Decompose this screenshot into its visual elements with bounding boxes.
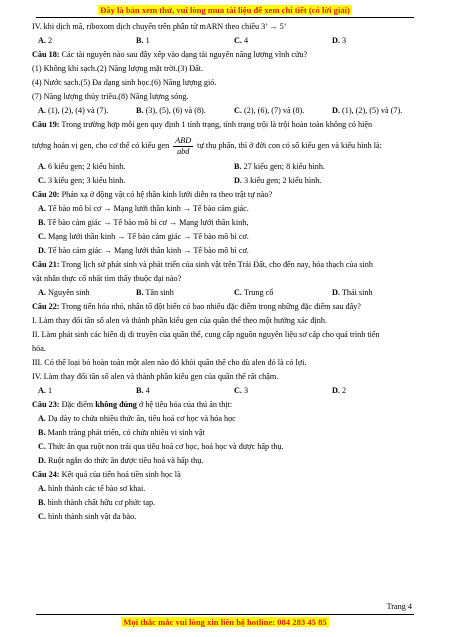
q22-statement: hóa. bbox=[32, 344, 46, 353]
q23-option-b: B. Manh tràng phát triển, có chứa nhiều vi sinh vật bbox=[38, 428, 205, 437]
q20-stem: Câu 20: Phản xạ ở động vật có hệ thần kinh lưới diễn ra theo trật tự nào? bbox=[32, 190, 273, 199]
q21-stem-line2: vật nhân thực cổ nhất tìm thấy thuộc đại nào? bbox=[32, 274, 182, 283]
q18-stem: Câu 18: Các tài nguyên nào sau đây xếp vào dạng tài nguyên năng lượng vĩnh cửu? bbox=[32, 50, 308, 59]
q22-statement: III. Có thể loại bỏ hoàn toàn một alen nào đó khỏi quần thể cho dù alen đó là có lợi. bbox=[32, 358, 307, 367]
page-number: Trang 4 bbox=[386, 602, 412, 611]
q19-option-c: C. 3 kiểu gen; 3 kiểu hình. bbox=[38, 176, 126, 185]
q18-item: (4) Nước sạch.(5) Đa dạng sinh học.(6) Năng lượng gió. bbox=[32, 78, 217, 87]
q19-options-row1 bbox=[32, 160, 424, 174]
footer-divider bbox=[36, 614, 414, 615]
q20-option-d: D. Tế bào cảm giác → Mạng lưới thần kinh → Tế bào mô bì cơ. bbox=[38, 246, 249, 255]
q18-option-a: A. (1), (2), (4) và (7). bbox=[38, 106, 109, 115]
q21-option-a: A. Nguyên sinh bbox=[38, 288, 90, 297]
q24-option-c: C. hình thành sinh vật đa bào. bbox=[38, 512, 137, 521]
header-divider bbox=[36, 17, 414, 18]
q18-option-c: C. (2), (6), (7) và (8). bbox=[234, 106, 305, 115]
q22-stem: Câu 22: Trong tiến hóa nhỏ, nhân tố đột biến có bao nhiêu đặc điểm trong những đặc điểm sau đây? bbox=[32, 302, 361, 311]
q18-item: (1) Không khí sạch.(2) Năng lượng mặt trời.(3) Đất. bbox=[32, 64, 204, 73]
q22-options bbox=[32, 384, 424, 398]
q23-option-d: D. Ruột ngắn do thức ăn được tiêu hoá và hấp thụ. bbox=[38, 456, 204, 465]
q19-options-row2 bbox=[32, 174, 424, 188]
q22-option-a: A. 1 bbox=[38, 386, 53, 395]
q23-option-a: A. Dạ dày to chứa nhiều thức ăn, tiêu hoá cơ học và hóa học bbox=[38, 414, 236, 423]
q17-option-d: D. 3 bbox=[332, 36, 347, 45]
q24-stem: Câu 24: Kết quả của tiến hoá tiền sinh học là bbox=[32, 470, 181, 479]
q21-options bbox=[32, 286, 424, 300]
q20-option-c: C. Mạng lưới thần kinh → Tế bào cảm giác → Tế bào mô bì cơ. bbox=[38, 232, 249, 241]
q19-stem-line2: tượng hoán vị gen, cho cơ thể có kiểu gen $\frac{\text{ABD}}{\text{abd}}$ tự thụ phấn, thì ở đời con có số kiểu gen và kiểu hình là: bbox=[32, 135, 382, 156]
q19-option-d: D. 3 kiểu gen; 2 kiểu hình. bbox=[234, 176, 322, 185]
header-banner: Đây là bản xem thử, vui lòng mua tài liệu để xem chi tiết (có lời giải) bbox=[100, 5, 350, 15]
genotype-fraction: $\frac{\text{ABD}}{\text{abd}}$ bbox=[175, 135, 192, 156]
q22-option-c: C. 3 bbox=[234, 386, 249, 395]
q17-option-b: B. 1 bbox=[136, 36, 150, 45]
q18-options bbox=[32, 104, 424, 118]
q17-option-a: A. 2 bbox=[38, 36, 53, 45]
document-body bbox=[32, 20, 424, 524]
q22-statement: II. Làm phát sinh các biến dị di truyền của quần thể, cung cấp nguồn nguyên liệu sơ cấp cho quá trình tiến bbox=[32, 330, 380, 339]
q20-option-a: A. Tế bào mô bì cơ → Mạng lưới thần kinh → Tế bào cảm giác. bbox=[38, 204, 249, 213]
q24-option-b: B. hình thành chất hữu cơ phức tạp. bbox=[38, 498, 156, 507]
q18-item: (7) Năng lượng thủy triều.(8) Năng lượng sóng. bbox=[32, 92, 189, 101]
q17-option-c: C. 4 bbox=[234, 36, 249, 45]
q23-option-c: C. Thức ăn qua ruột non trải qua tiêu hoá cơ học, hoá học và được hấp thụ. bbox=[38, 442, 284, 451]
q22-statement: I. Làm thay đổi tần số alen và thành phần kiểu gen của quần thể theo một hướng xác định. bbox=[32, 316, 328, 325]
q21-option-d: D. Thái sinh bbox=[332, 288, 373, 297]
q17-statement-iv: IV. khi dịch mã, riboxom dịch chuyển trên phân tử mARN theo chiều 3’ → 5’ bbox=[32, 22, 287, 31]
q22-option-d: D. 2 bbox=[332, 386, 347, 395]
q20-option-b: B. Tế bào cảm giác → Tế bào mô bì cơ → Mạng lưới thần kinh, bbox=[38, 218, 249, 227]
q21-option-c: C. Trung cổ bbox=[234, 288, 274, 297]
q19-option-a: A. 6 kiểu gen; 2 kiểu hình. bbox=[38, 162, 126, 171]
q22-statement: IV. Làm thay đổi tần số alen và thành phần kiểu gen của quần thể rất chậm. bbox=[32, 372, 279, 381]
q19-option-b: B. 27 kiểu gen; 8 kiểu hình. bbox=[234, 162, 325, 171]
q21-stem: Câu 21: Trong lịch sử phát sinh và phát triển của sinh vật trên Trái Đất, cho đến nay, hóa thạch của sinh bbox=[32, 260, 373, 269]
q22-option-b: B. 4 bbox=[136, 386, 150, 395]
q24-option-a: A. hình thành các tế bào sơ khai. bbox=[38, 484, 146, 493]
q23-stem: Câu 23: Đặc điểm không đúng ở hệ tiêu hóa của thú ăn thịt: bbox=[32, 400, 233, 409]
q18-option-d: D. (1), (2), (5) và (7). bbox=[332, 106, 403, 115]
q17-options bbox=[32, 34, 424, 48]
footer-banner: Mọi thắc mắc vui lòng xin liên hệ hotline: 084 283 45 85 bbox=[123, 617, 327, 627]
q21-option-b: B. Tân sinh bbox=[136, 288, 174, 297]
q18-option-b: B. (3), (5), (6) và (8). bbox=[136, 106, 206, 115]
q19-stem: Câu 19: Trong trường hợp mỗi gen quy định 1 tính trạng, tính trạng trội là trội hoàn toàn không có hiện bbox=[32, 120, 373, 129]
